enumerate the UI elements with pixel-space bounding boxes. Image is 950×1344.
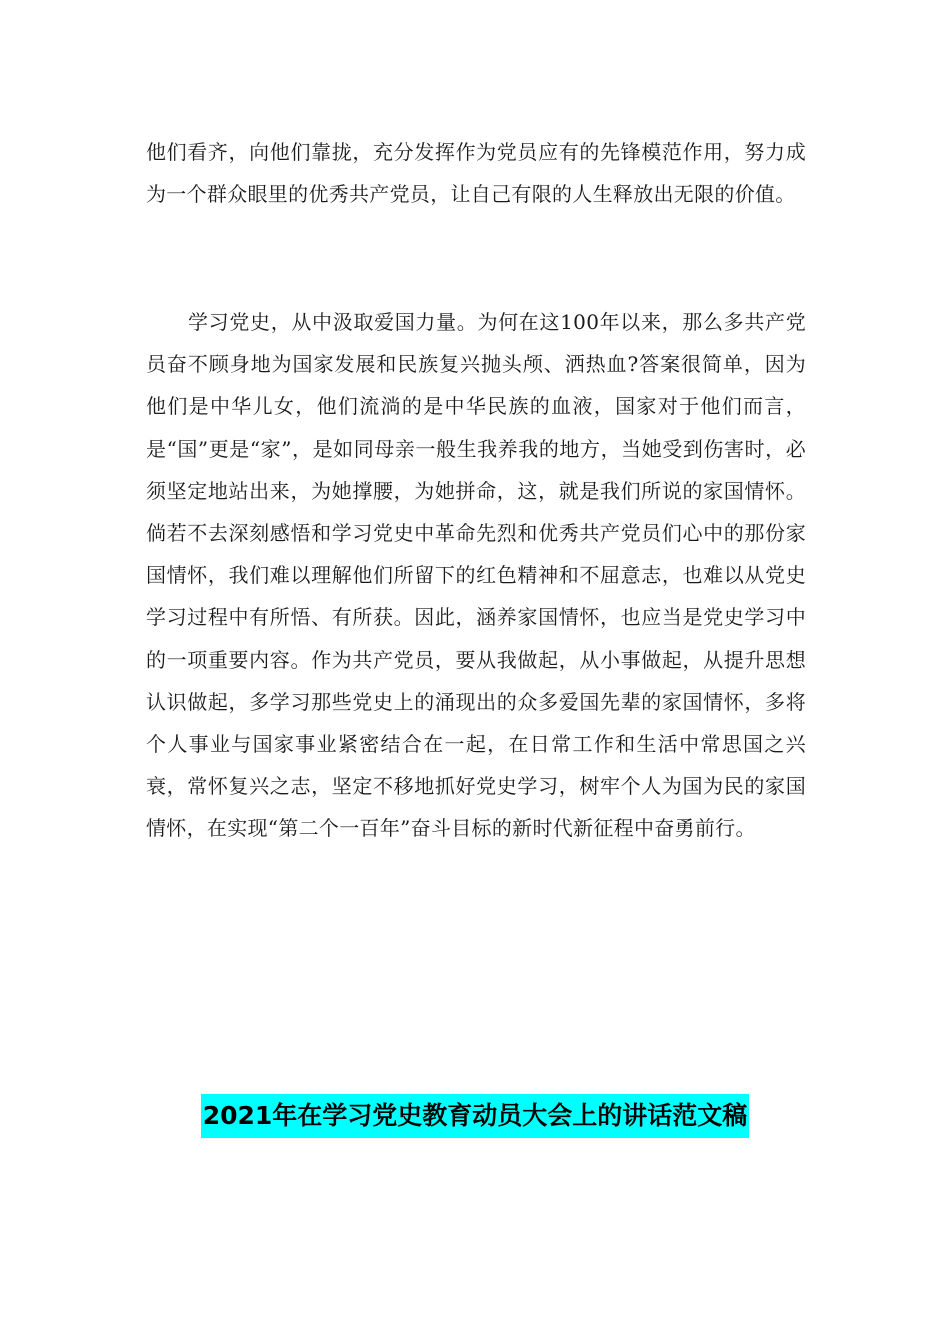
section-heading: 2021年在学习党史教育动员大会上的讲话范文稿	[201, 1094, 750, 1138]
paragraph-patriotism: 学习党史，从中汲取爱国力量。为何在这100年以来，那么多共产党员奋不顾身地为国家发展和民族复兴抛头颅、洒热血?答案很简单，因为他们是中华儿女，他们流淌的是中华民族的血液，国家对于他们而言，是“国”更是“家”，是如同母亲一般生我养我的地方，当她受到伤害时，必须坚定地站出来，为她撑腰，为她拼命，这，就是我们所说的家国情怀。倘若不去深刻感悟和学习党史中革命先烈和优秀共产党员们心中的那份家国情怀，我们难以理解他们所留下的红色精神和不屈意志，也难以从党史学习过程中有所悟、有所获。因此，涵养家国情怀，也应当是党史学习中的一项重要内容。作为共产党员，要从我做起，从小事做起，从提升思想认识做起，多学习那些党史上的涌现出的众多爱国先辈的家国情怀，多将个人事业与国家事业紧密结合在一起，在日常工作和生活中常思国之兴衰，常怀复兴之志，坚定不移地抓好党史学习，树牢个人为国为民的家国情怀，在实现“第二个一百年”奋斗目标的新时代新征程中奋勇前行。	[146, 310, 806, 841]
paragraph-continuation: 他们看齐，向他们靠拢，充分发挥作为党员应有的先锋模范作用，努力成为一个群众眼里的优秀共产党员，让自己有限的人生释放出无限的价值。	[146, 140, 806, 207]
heading-container	[0, 1094, 950, 1138]
